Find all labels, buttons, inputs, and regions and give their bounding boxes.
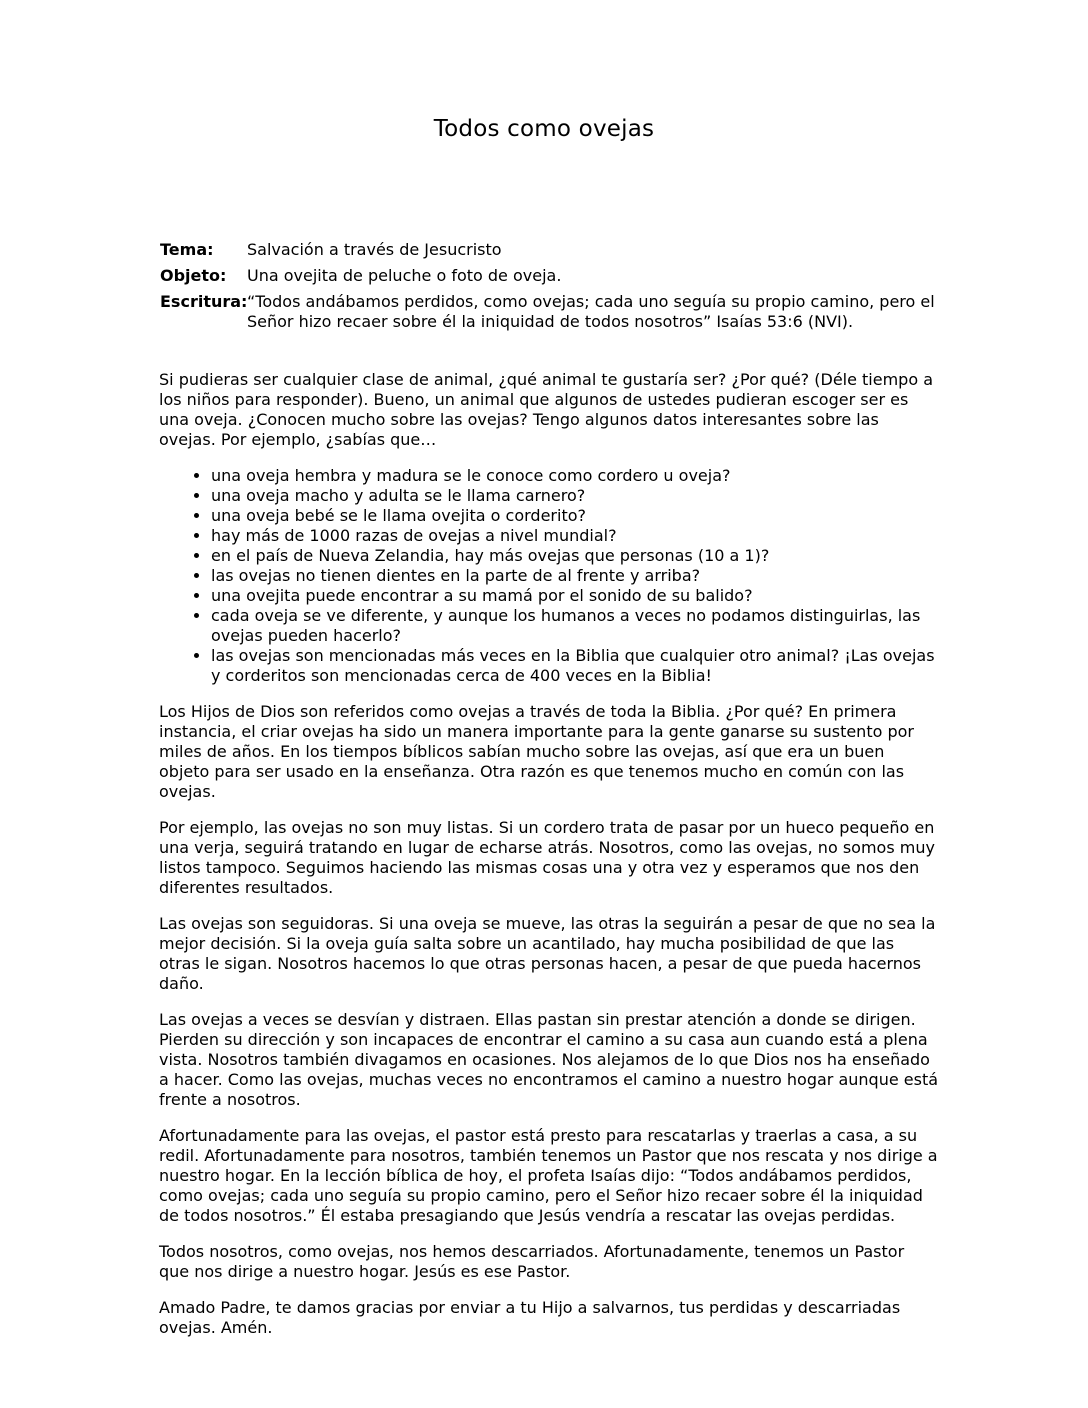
escritura-label: Escritura: [160, 292, 248, 311]
list-item: • las ovejas no tienen dientes en la parte de al frente y arriba? [211, 566, 939, 586]
list-item: • hay más de 1000 razas de ovejas a nivel mundial? [211, 526, 939, 546]
body-paragraph: Por ejemplo, las ovejas no son muy listas. Si un cordero trata de pasar por un hueco pequeño en una verja, seguirá tratando en lugar de echarse atrás. Nosotros, como las ovejas, no somos muy listos tampoco. Seguimos haciendo las mismas cosas una y otra vez y esperamos que nos den diferentes resultados. [159, 818, 935, 897]
tema-value: Salvación a través de Jesucristo [247, 240, 502, 259]
body-paragraph: Las ovejas son seguidoras. Si una oveja se mueve, las otras la seguirán a pesar de que no sea la mejor decisión. Si la oveja guía salta sobre un acantilado, hay mucha posibilidad de que las otras le sigan. Nosotros hacemos lo que otras personas hacen, a pesar de que pueda hacernos daño. [159, 914, 936, 993]
list-item: • las ovejas son mencionadas más veces en la Biblia que cualquier otro animal? ¡Las ovejas y corderitos son mencionadas cerca de 400 veces en la Biblia! [211, 646, 939, 686]
lesson-body [159, 370, 939, 1354]
body-paragraph: Los Hijos de Dios son referidos como ovejas a través de toda la Biblia. ¿Por qué? En primera instancia, el criar ovejas ha sido un manera importante para la gente ganarse su sustento por miles de años. En los tiempos bíblicos sabían mucho sobre las ovejas, así que era un buen objeto para ser usado en la enseñanza. Otra razón es que tenemos mucho en común con las ovejas. [159, 702, 914, 801]
list-item: • en el país de Nueva Zelandia, hay más ovejas que personas (10 a 1)? [211, 546, 939, 566]
list-item: • una oveja macho y adulta se le llama carnero? [211, 486, 939, 506]
meta-row-escritura [160, 292, 940, 332]
body-paragraph: Afortunadamente para las ovejas, el pastor está presto para rescatarlas y traerlas a casa, a su redil. Afortunadamente para nosotros, también tenemos un Pastor que nos rescata y nos dirige a nuestro hogar. En la lección bíblica de hoy, el profeta Isaías dijo: “Todos andábamos perdidos, como ovejas; cada uno seguía su propio camino, pero el Señor hizo recaer sobre él la iniquidad de todos nosotros.” Él estaba presagiando que Jesús vendría a rescatar las ovejas perdidas. [159, 1126, 938, 1225]
body-paragraph: Las ovejas a veces se desvían y distraen. Ellas pastan sin prestar atención a donde se dirigen. Pierden su dirección y son incapaces de encontrar el camino a su casa aun cuando está a plena vista. Nosotros también divagamos en ocasiones. Nos alejamos de lo que Dios nos ha enseñado a hacer. Como las ovejas, muchas veces no encontramos el camino a nuestro hogar aunque está frente a nosotros. [159, 1010, 939, 1109]
page-title: Todos como ovejas [433, 116, 655, 142]
list-item: • cada oveja se ve diferente, y aunque los humanos a veces no podamos distinguirlas, las ovejas pueden hacerlo? [211, 606, 939, 646]
objeto-label: Objeto: [160, 266, 227, 285]
tema-label: Tema: [160, 240, 214, 259]
list-item: • una oveja bebé se le llama ovejita o corderito? [211, 506, 939, 526]
prayer-paragraph: Amado Padre, te damos gracias por enviar a tu Hijo a salvarnos, tus perdidas y descarriadas ovejas. Amén. [159, 1298, 901, 1337]
list-item: • una ovejita puede encontrar a su mamá por el sonido de su balido? [211, 586, 939, 606]
objeto-value: Una ovejita de peluche o foto de oveja. [247, 266, 562, 285]
escritura-value: “Todos andábamos perdidos, como ovejas; cada uno seguía su propio camino, pero el Señor hizo recaer sobre él la iniquidad de todos nosotros” Isaías 53:6 (NVI). [247, 292, 935, 331]
meta-row-objeto [160, 266, 940, 286]
intro-paragraph: Si pudieras ser cualquier clase de animal, ¿qué animal te gustaría ser? ¿Por qué? (Déle tiempo a los niños para responder). Bueno, un animal que algunos de ustedes pudieran escoger ser es una oveja. ¿Conocen mucho sobre las ovejas? Tengo algunos datos interesantes sobre las ovejas. Por ejemplo, ¿sabías que… [159, 370, 934, 449]
body-paragraph: Todos nosotros, como ovejas, nos hemos descarriados. Afortunadamente, tenemos un Pastor que nos dirige a nuestro hogar. Jesús es ese Pastor. [159, 1242, 905, 1281]
lesson-meta [160, 240, 940, 338]
facts-list [159, 466, 939, 686]
meta-row-tema [160, 240, 940, 260]
list-item: • una oveja hembra y madura se le conoce como cordero u oveja? [211, 466, 939, 486]
